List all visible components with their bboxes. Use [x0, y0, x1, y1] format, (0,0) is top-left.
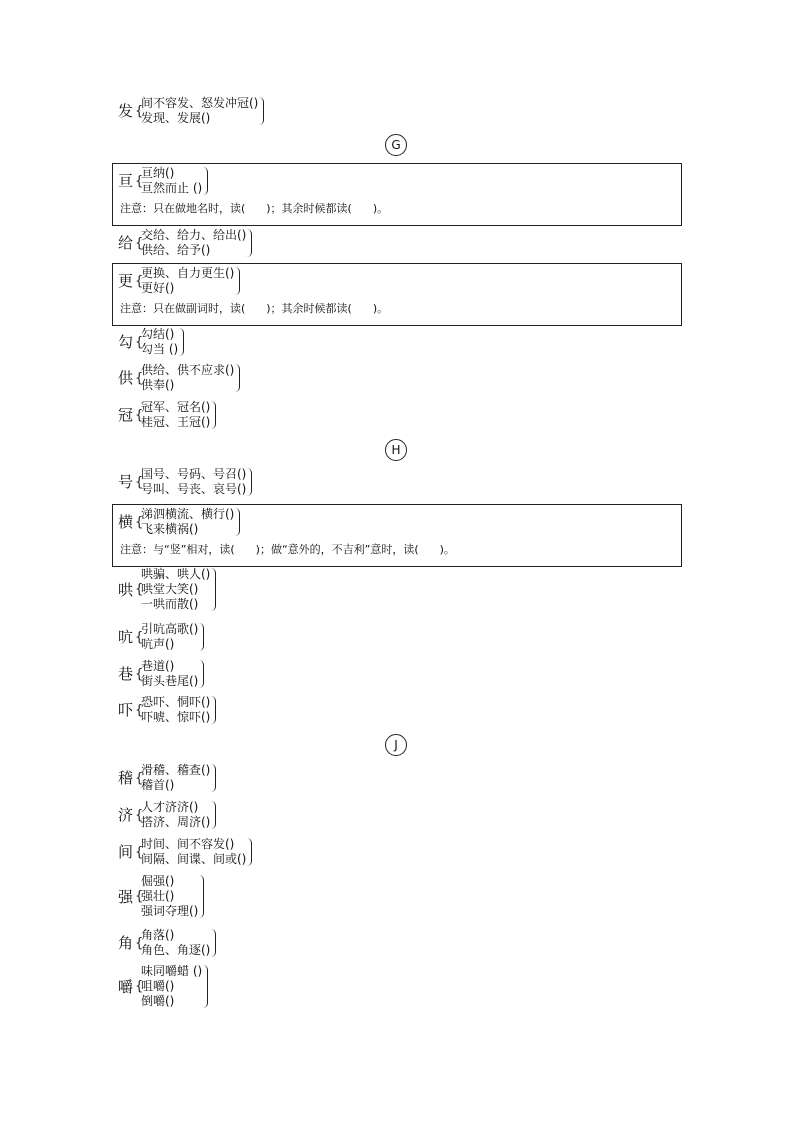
right-brace-icon — [211, 801, 216, 829]
entry-gei — [118, 228, 252, 258]
left-brace-icon: { — [135, 666, 144, 682]
entry-line: 咀嚼() — [141, 979, 175, 993]
right-brace-icon — [247, 468, 252, 496]
right-brace-icon — [211, 929, 216, 957]
entry-jue — [118, 928, 216, 958]
entry-line: 更换、自力更生() — [141, 266, 235, 280]
entry-char: 冠 — [118, 406, 134, 424]
entry-hong — [118, 567, 216, 612]
entry-line: 强词夺理() — [141, 904, 199, 918]
left-brace-icon: { — [135, 702, 144, 718]
left-brace-icon: { — [135, 979, 144, 994]
entry-ji2 — [118, 800, 216, 830]
right-brace-icon — [203, 965, 208, 1008]
left-brace-icon: { — [135, 273, 144, 289]
entry-gou — [118, 327, 184, 357]
entry-jiao — [118, 964, 208, 1009]
entry-line: 引吭高歌() — [141, 622, 199, 636]
entry-line: 供给、给予() — [141, 243, 211, 257]
entry-gong — [118, 363, 240, 393]
entry-line: 供奉() — [141, 378, 175, 392]
entry-char: 嚼 — [118, 977, 134, 996]
entry-line: 飞来横祸() — [141, 522, 199, 536]
entry-char: 巷 — [118, 665, 134, 683]
entry-line: 间隔、间谍、间或() — [141, 852, 247, 866]
left-brace-icon: { — [135, 844, 144, 860]
entry-line: 勾结() — [141, 327, 175, 341]
entry-line: 稽首() — [141, 778, 175, 792]
note-box-geng — [112, 263, 682, 326]
entry-char: 给 — [118, 234, 134, 252]
entry-line: 国号、号码、号召() — [141, 467, 247, 481]
entry-char: 间 — [118, 843, 134, 861]
entry-char: 勾 — [118, 333, 134, 351]
note-text: 注意：只在做地名时，读( )；其余时候都读( )。 — [120, 202, 389, 215]
entry-char: 更 — [118, 272, 134, 290]
left-brace-icon: { — [135, 514, 144, 530]
entry-char: 供 — [118, 369, 134, 387]
entry-gen — [118, 166, 681, 196]
entry-line: 角落() — [141, 928, 175, 942]
entry-char: 亘 — [118, 172, 134, 190]
left-brace-icon: { — [135, 235, 144, 251]
entry-line: 哄堂大笑() — [141, 582, 199, 596]
entry-heng — [118, 507, 681, 537]
right-brace-icon — [235, 267, 240, 295]
entry-char: 吓 — [118, 701, 134, 719]
entry-line: 巷道() — [141, 659, 175, 673]
entry-line: 交给、给力、给出() — [141, 228, 247, 242]
entry-line: 搭济、周济() — [141, 815, 211, 829]
note-text: 注意：与“竖”相对，读( )；做“意外的，不吉利”意时，读( )。 — [120, 543, 455, 556]
entry-line: 倔强() — [141, 874, 175, 888]
left-brace-icon: { — [135, 935, 144, 951]
entry-char: 吭 — [118, 628, 134, 646]
entry-char: 横 — [118, 513, 134, 531]
entry-line: 哄骗、哄人() — [141, 567, 211, 581]
entry-line: 味同嚼蜡 () — [141, 964, 203, 978]
entry-xia — [118, 695, 216, 725]
left-brace-icon: { — [135, 770, 144, 786]
entry-line: 冠军、冠名() — [141, 400, 211, 414]
entry-char: 强 — [118, 887, 134, 906]
right-brace-icon — [211, 401, 216, 429]
entry-hao — [118, 467, 252, 497]
right-brace-icon — [211, 568, 216, 611]
entry-line: 桂冠、王冠() — [141, 415, 211, 429]
right-brace-icon — [179, 328, 184, 356]
entry-char: 哄 — [118, 580, 134, 599]
entry-line: 人才济济() — [141, 800, 199, 814]
entry-ji — [118, 763, 216, 793]
entry-fa — [118, 96, 264, 126]
entry-line: 街头巷尾() — [141, 674, 199, 688]
entry-line: 滑稽、稽查() — [141, 763, 211, 777]
entry-line: 号叫、号丧、哀号() — [141, 482, 247, 496]
section-letter-g: G — [385, 134, 407, 156]
right-brace-icon — [203, 167, 208, 195]
right-brace-icon — [199, 660, 204, 688]
entry-line: 吭声() — [141, 637, 175, 651]
entry-line: 强壮() — [141, 889, 175, 903]
entry-geng — [118, 266, 681, 296]
entry-line: 更好() — [141, 281, 175, 295]
left-brace-icon: { — [135, 407, 144, 423]
right-brace-icon — [199, 623, 204, 651]
entry-qiang — [118, 874, 204, 919]
entry-line: 吓唬、惊吓() — [141, 710, 211, 724]
left-brace-icon: { — [135, 582, 144, 597]
left-brace-icon: { — [135, 889, 144, 904]
right-brace-icon — [247, 838, 252, 866]
entry-line: 发现、发展() — [141, 111, 211, 125]
entry-line: 时间、间不容发() — [141, 837, 235, 851]
entry-line: 供给、供不应求() — [141, 363, 235, 377]
right-brace-icon — [199, 875, 204, 918]
entry-line: 间不容发、怒发冲冠() — [141, 96, 259, 110]
left-brace-icon: { — [135, 103, 144, 119]
entry-xiang — [118, 659, 204, 689]
entry-char: 号 — [118, 473, 134, 491]
entry-line: 恐吓、恫吓() — [141, 695, 211, 709]
entry-line: 角色、角逐() — [141, 943, 211, 957]
entry-line: 勾当 () — [141, 342, 179, 356]
entry-char: 发 — [118, 102, 134, 120]
entry-char: 济 — [118, 806, 134, 824]
entry-line: 亘纳() — [141, 166, 175, 180]
section-letter-h: H — [385, 439, 407, 461]
right-brace-icon — [259, 97, 264, 125]
note-box-heng — [112, 504, 682, 567]
right-brace-icon — [235, 508, 240, 536]
left-brace-icon: { — [135, 173, 144, 189]
left-brace-icon: { — [135, 807, 144, 823]
right-brace-icon — [211, 696, 216, 724]
left-brace-icon: { — [135, 474, 144, 490]
section-letter-j: J — [385, 734, 407, 756]
entry-char: 稽 — [118, 769, 134, 787]
entry-hang — [118, 622, 204, 652]
entry-guan — [118, 400, 216, 430]
entry-line: 涕泗横流、横行() — [141, 507, 235, 521]
right-brace-icon — [211, 764, 216, 792]
right-brace-icon — [247, 229, 252, 257]
entry-jian — [118, 837, 252, 867]
left-brace-icon: { — [135, 334, 144, 350]
entry-char: 角 — [118, 934, 134, 952]
entry-line: 倒嚼() — [141, 994, 175, 1008]
entry-line: 一哄而散() — [141, 597, 199, 611]
note-text: 注意：只在做副词时，读( )；其余时候都读( )。 — [120, 302, 389, 315]
left-brace-icon: { — [135, 370, 144, 386]
right-brace-icon — [235, 364, 240, 392]
entry-line: 亘然而止 () — [141, 181, 203, 195]
note-box-gen — [112, 163, 682, 226]
left-brace-icon: { — [135, 629, 144, 645]
